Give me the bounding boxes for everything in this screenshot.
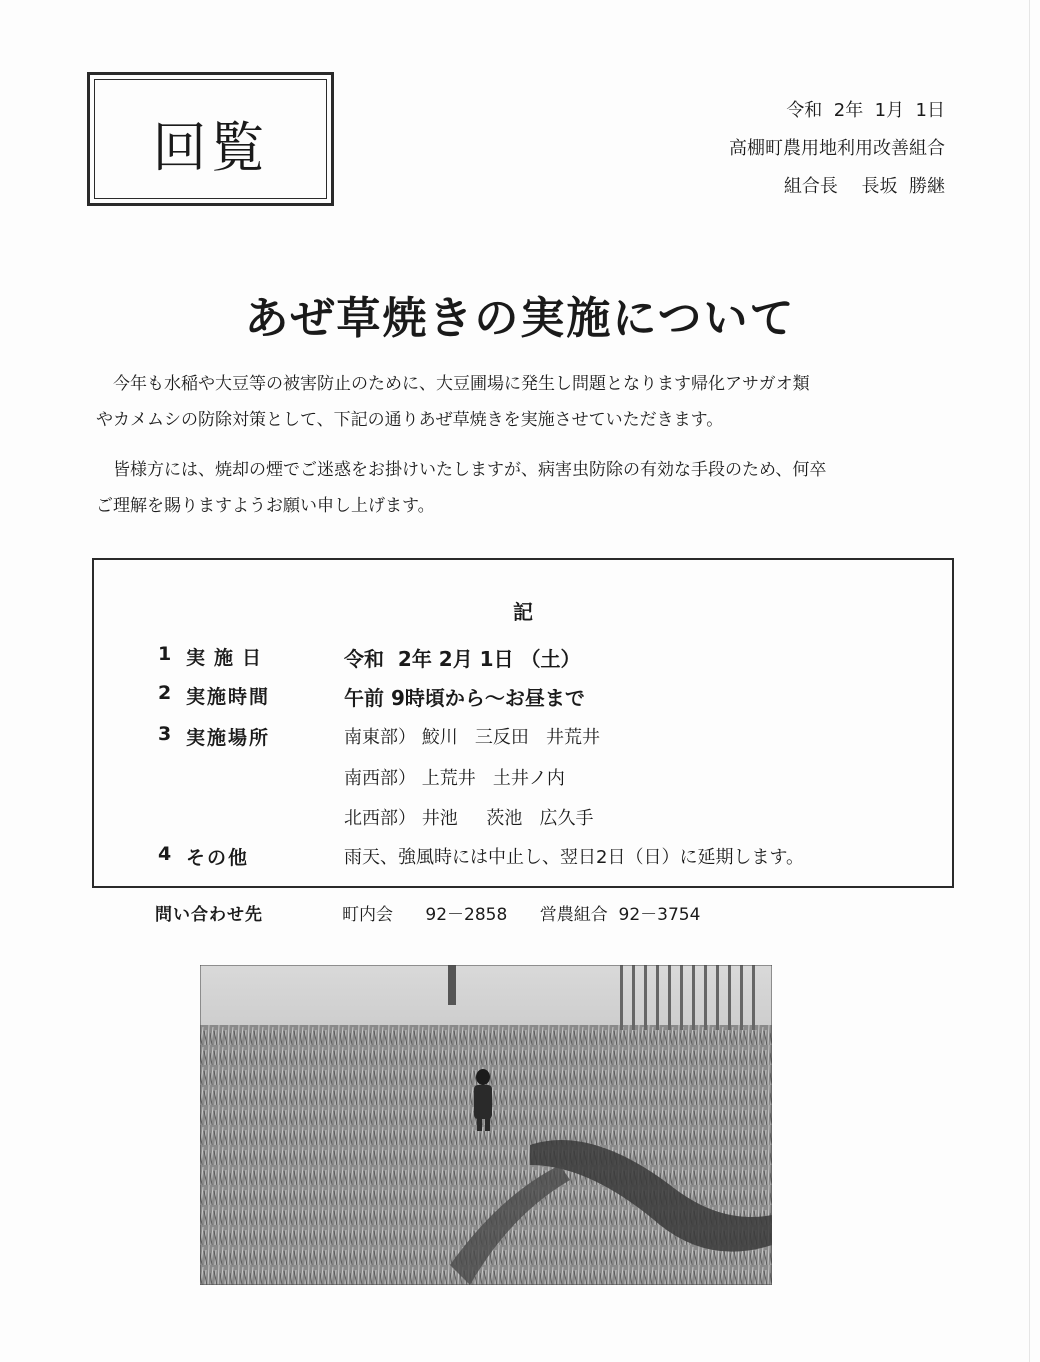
details-box — [92, 558, 954, 888]
detail-value-northwest: 北西部） 井池 茨池 広久手 — [344, 808, 594, 829]
detail-value: 雨天、強風時には中止し、翌日2日（日）に延期します。 — [344, 847, 805, 868]
detail-label: 実施時間 — [186, 686, 271, 708]
detail-row-other — [94, 843, 952, 873]
contact-phones: 町内会 92－2858 営農組合 92－3754 — [342, 905, 701, 925]
detail-number: 4 — [158, 843, 172, 865]
detail-row-place-2 — [94, 764, 952, 794]
detail-row-date — [94, 643, 952, 673]
page-edge-line — [1029, 0, 1030, 1362]
body-paragraph-2: 皆様方には、焼却の煙でご迷惑をお掛けいたしますが、病害虫防除の有効な手段のため、何卒 ご理解を賜りますようお願い申し上げます。 — [96, 460, 827, 516]
detail-value-southwest: 南西部） 上荒井 土井ノ内 — [344, 768, 565, 789]
kairan-stamp-text: 回覧 — [152, 116, 269, 179]
issue-date: 令和 2年 1月 1日 — [786, 100, 945, 121]
detail-label: 実施日 — [186, 647, 271, 669]
detail-row-place — [94, 723, 952, 753]
kairan-stamp-box — [87, 72, 334, 206]
detail-label: 実施場所 — [186, 727, 271, 749]
detail-number: 1 — [158, 643, 172, 665]
grass-field-photo — [200, 965, 772, 1285]
details-heading: 記 — [513, 600, 533, 624]
detail-number: 2 — [158, 682, 172, 704]
detail-value: 午前 9時頃から～お昼まで — [344, 686, 585, 710]
organization-name: 高棚町農用地利用改善組合 — [729, 138, 945, 159]
detail-value: 令和 2年 2月 1日 （土） — [344, 647, 581, 671]
detail-label: その他 — [186, 847, 250, 869]
header-info — [729, 92, 945, 206]
contact-row — [0, 900, 1040, 930]
contact-label: 問い合わせ先 — [155, 905, 263, 925]
detail-value-southeast: 南東部） 鮫川 三反田 井荒井 — [344, 727, 601, 748]
body-paragraph-1: 今年も水稲や大豆等の被害防止のために、大豆圃場に発生し問題となります帰化アサガオ類 やカメムシの防除対策として、下記の通りあぜ草焼きを実施させていただきます。 — [96, 374, 810, 430]
detail-number: 3 — [158, 723, 172, 745]
detail-row-place-3 — [94, 804, 952, 834]
chairman-name: 組合長 長坂 勝継 — [783, 176, 945, 197]
detail-row-time — [94, 682, 952, 712]
document-title: あぜ草焼きの実施について — [244, 293, 796, 344]
